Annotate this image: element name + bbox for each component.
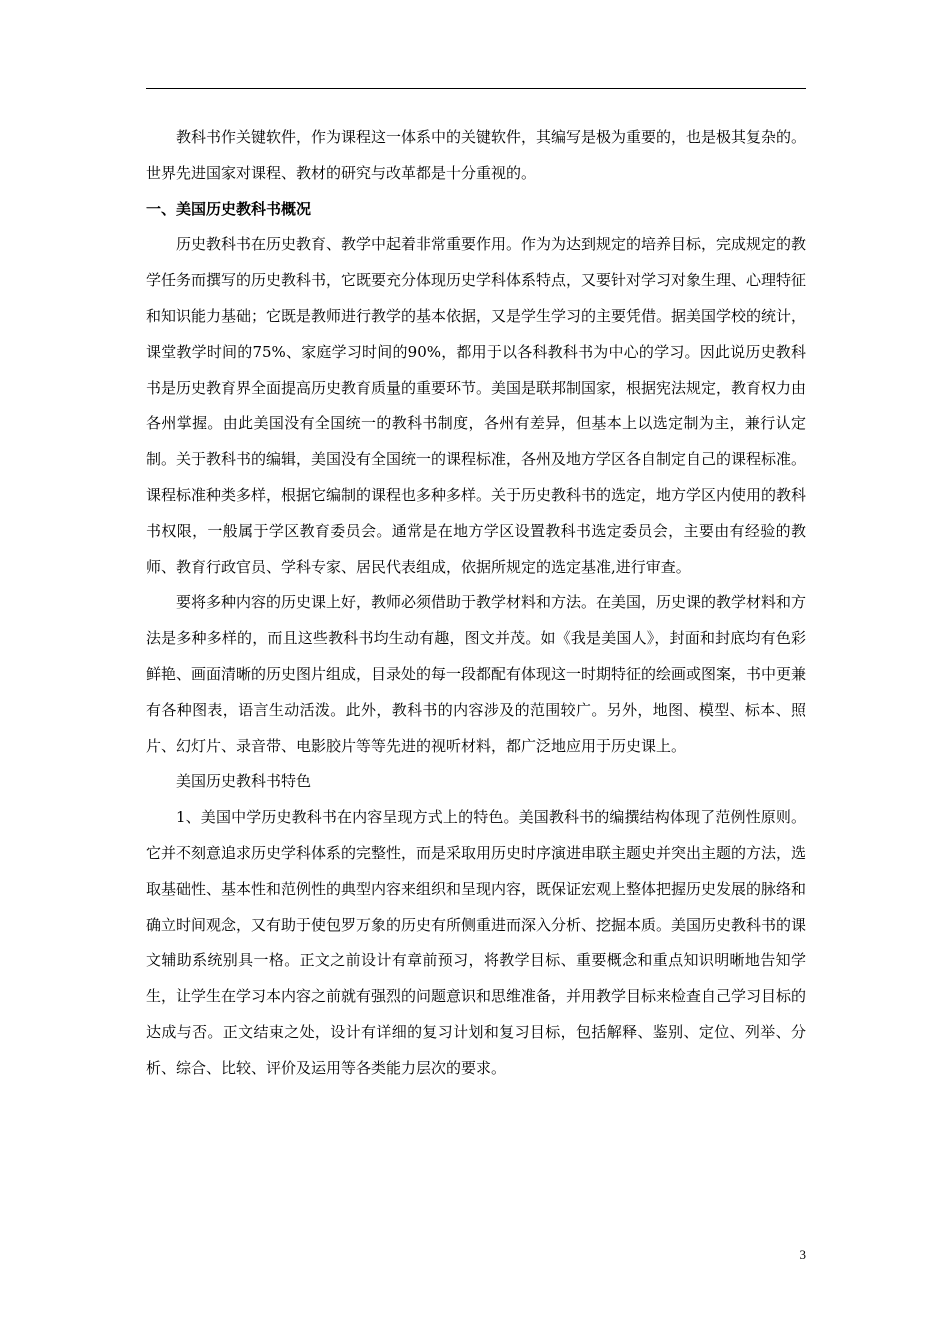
page-number: 3	[799, 1247, 806, 1262]
subsection-title: 美国历史教科书特色	[176, 772, 312, 791]
feature-paragraph: 1、美国中学历史教科书在内容呈现方式上的特色。美国教科书的编撰结构体现了范例性原则。它并不刻意追求历史学科体系的完整性，而是采取用历史时序演进串联主题史并突出主题的方法，选取基础性、基本性和范例性的典型内容来组织和呈现内容，既保证宏观上整体把握历史发展的脉络和确立时间观念，又有助于使包罗万象的历史有所侧重进而深入分析、挖掘本质。美国历史教科书的课文辅助系统别具一格。正文之前设计有章前预习，将教学目标、重要概念和重点知识明晰地告知学生，让学生在学习本内容之前就有强烈的问题意识和思维准备，并用教学目标来检查自己学习目标的达成与否。正文结束之处，设计有详细的复习计划和复习目标，包括解释、鉴别、定位、列举、分析、综合、比较、评价及运用等各类能力层次的要求。	[146, 808, 807, 1077]
intro-paragraph: 教科书作关键软件，作为课程这一体系中的关键软件，其编写是极为重要的，也是极其复杂的。世界先进国家对课程、教材的研究与改革都是十分重视的。	[146, 128, 807, 182]
header-rule	[146, 88, 806, 89]
document-body	[146, 120, 806, 1087]
section-heading: 一、美国历史教科书概况	[146, 199, 312, 218]
overview-paragraph: 历史教科书在历史教育、教学中起着非常重要作用。作为为达到规定的培养目标，完成规定的教学任务而撰写的历史教科书，它既要充分体现历史学科体系特点，又要针对学习对象生理、心理特征和知识能力基础；它既是教师进行教学的基本依据，又是学生学习的主要凭借。据美国学校的统计，课堂教学时间的75%、家庭学习时间的90%，都用于以各科教科书为中心的学习。因此说历史教科书是历史教育界全面提高历史教育质量的重要环节。美国是联邦制国家，根据宪法规定，教育权力由各州掌握。由此美国没有全国统一的教科书制度，各州有差异，但基本上以选定制为主，兼行认定制。关于教科书的编辑，美国没有全国统一的课程标准，各州及地方学区各自制定自己的课程标准。课程标准种类多样，根据它编制的课程也多种多样。关于历史教科书的选定，地方学区内使用的教科书权限，一般属于学区教育委员会。通常是在地方学区设置教科书选定委员会，主要由有经验的教师、教育行政官员、学科专家、居民代表组成，依据所规定的选定基准,进行审查。	[146, 235, 807, 576]
materials-paragraph: 要将多种内容的历史课上好，教师必须借助于教学材料和方法。在美国，历史课的教学材料和方法是多种多样的，而且这些教科书均生动有趣，图文并茂。如《我是美国人》，封面和封底均有色彩鲜艳、画面清晰的历史图片组成，目录处的每一段都配有体现这一时期特征的绘画或图案，书中更兼有各种图表，语言生动活泼。此外，教科书的内容涉及的范围较广。另外，地图、模型、标本、照片、幻灯片、录音带、电影胶片等等先进的视听材料，都广泛地应用于历史课上。	[146, 593, 807, 755]
